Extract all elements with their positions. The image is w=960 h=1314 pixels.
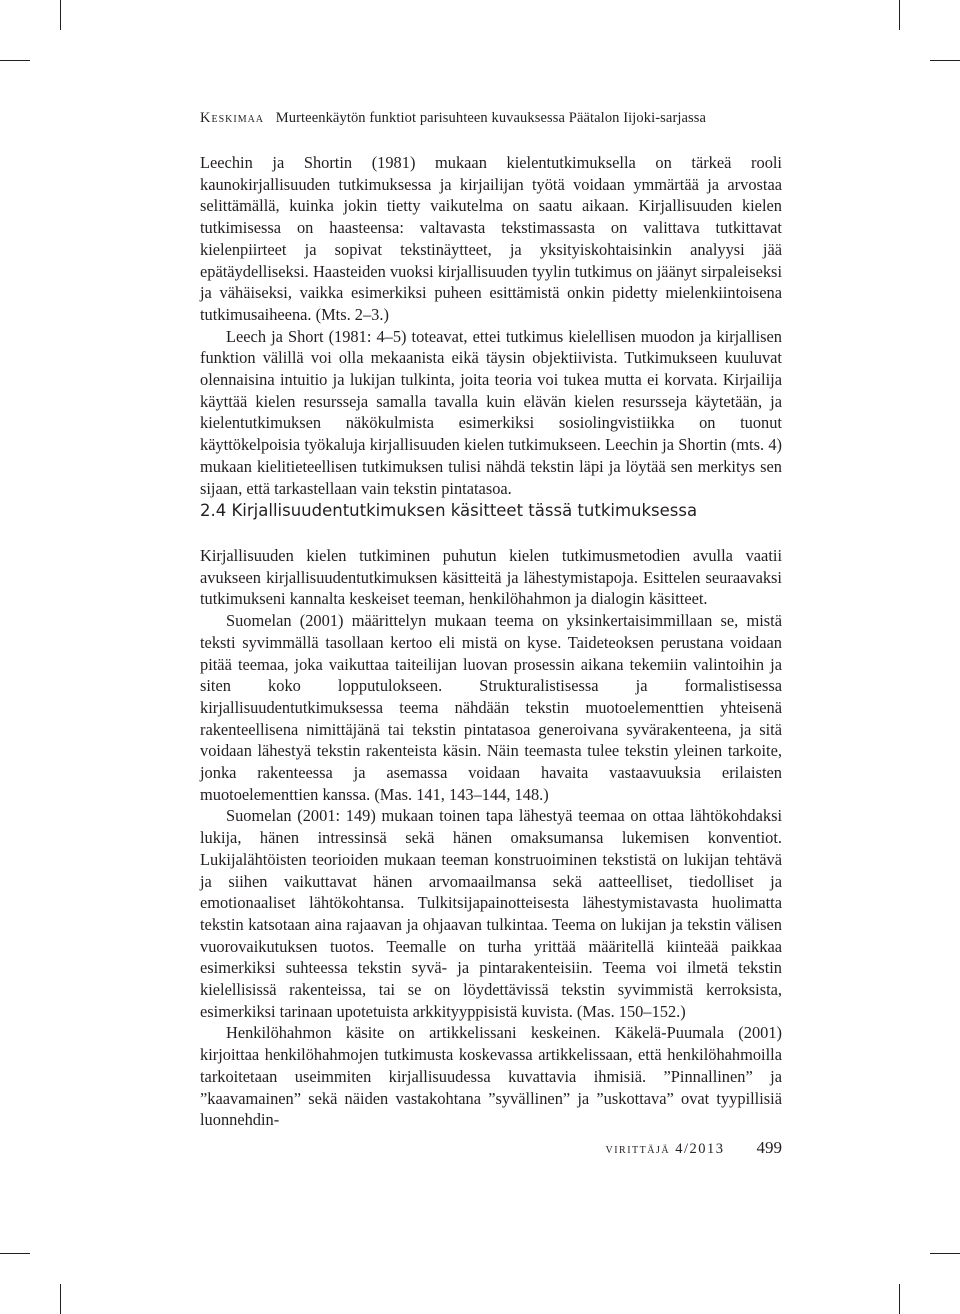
crop-mark xyxy=(0,1253,30,1254)
crop-mark xyxy=(60,0,61,30)
running-head-author: Keskimaa xyxy=(200,110,265,126)
body-text-section-2 xyxy=(200,545,782,1131)
running-head-title: Murteenkäytön funktiot parisuhteen kuvauksessa Päätalon Iijoki-sarjassa xyxy=(275,110,707,126)
paragraph: Leech ja Short (1981: 4–5) toteavat, ettei tutkimus kielellisen muodon ja kirjallisen funktion välillä voi olla mekaanista eikä täysin objektiivista. Tutkimukseen kuuluvat olennaisina intuitio ja lukijan tulkinta, joita teoria voi tukea mutta ei korvata. Kirjailija käyttää kielen resursseja samalla tavalla kuin elävän kielen resursseja käytetään, ja kielentutkimuksen näkökulmista esimerkiksi sosiolingvistiikka on tuonut käyttökelpoisia työkaluja kirjallisuuden kielen tutkimukseen. Leechin ja Shortin (mts. 4) mukaan kielitieteellisen tutkimuksen tulisi nähdä tekstin läpi ja löytää sen merkitys sen sijaan, että tarkastellaan vain tekstin pintatasoa. xyxy=(200,326,782,498)
journal-name: virittäjä 4/2013 xyxy=(605,1141,725,1157)
crop-mark xyxy=(899,0,900,30)
crop-mark xyxy=(930,1253,960,1254)
paragraph: Henkilöhahmon käsite on artikkelissani keskeinen. Käkelä-Puumala (2001) kirjoittaa henkilöhahmojen tutkimusta koskevassa artikkelissaan, että henkilöhahmoilla tarkoitetaan useimmiten kirjallisuudessa kuvattavia ihmisiä. ”Pinnallinen” ja ”kaavamainen” sekä näiden vastakohtana ”syvällinen” ja ”uskottava” ovat tyypillisiä luonnehdin- xyxy=(200,1023,782,1130)
paragraph: Suomelan (2001: 149) mukaan toinen tapa lähestyä teemaa on ottaa lähtökohdaksi lukija, hänen intressinsä sekä hänen omaksumansa lukemisen konventiot. Lukijalähtöisten teorioiden mukaan teeman konstruoiminen tekstistä on lukijan tehtävä ja siihen vaikuttavat hänen arvomaailmansa sekä aatteelliset, tiedolliset ja emotionaaliset lähtökohtansa. Tulkitsijapainotteisesta lähestymistavasta huolimatta tekstin katsotaan aina rajaavan ja ohjaavan tulkintaa. Teema on lukijan ja tekstin välisen vuorovaikutuksen tuotos. Teemalle on turha yrittää määritellä kiinteää paikkaa esimerkiksi suhteessa tekstin syvä- ja pintarakenteisiin. Teema voi ilmetä tekstin kielellisissä rakenteissa, tai se on löydettävissä tekstin syvimmistä kerroksista, esimerkiksi tarinaan upotetuista arkkityyppisistä kuvista. (Mas. 150–152.) xyxy=(200,806,782,1021)
crop-mark xyxy=(899,1284,900,1314)
paragraph: Suomelan (2001) määrittelyn mukaan teema on yksinkertaisimmillaan se, mistä teksti syvimmällä tasollaan kertoo eli mistä on kyse. Taideteoksen perustana voidaan pitää teemaa, joka vaikuttaa taiteilijan luovan prosessin aikana tekemiin valintoihin ja siten koko lopputulokseen. Strukturalistisessa ja formalistisessa kirjallisuudentutkimuksessa teema nähdään tekstin muotoelementtien yhteisenä rakenteellisena nimittäjänä tai tekstin pintatasoa generoivana syvärakenteena, ja sitä voidaan lähestyä tekstin rakenteista käsin. Näin teemasta tulee tekstin yleinen tarkoite, jonka rakenteessa ja asemassa voidaan havaita vastaavuuksia erilaisten muotoelementtien kanssa. (Mas. 141, 143–144, 148.) xyxy=(200,611,782,804)
paragraph: Leechin ja Shortin (1981) mukaan kielentutkimuksella on tärkeä rooli kaunokirjallisuuden tutkimuksessa ja kirjailijan työtä voidaan ymmärtää ja arvostaa selittämällä, kuinka jokin tietty vaikutelma on saatu aikaan. Kirjallisuuden kielen tutkimisessa on haasteensa: valtavasta tekstimassasta on valittava tutkittavat kielenpiirteet ja sopivat tekstinäytteet, ja yksityiskohtaisinkin analyysi jää epätäydelliseksi. Haasteiden vuoksi kirjallisuuden tyylin tutkimus on jäänyt sirpaleiseksi ja vähäiseksi, vaikka esimerkiksi puheen esittämistä onkin pidetty mielenkiintoisena tutkimusaiheena. (Mts. 2–3.) xyxy=(200,153,782,324)
crop-mark xyxy=(60,1284,61,1314)
crop-mark xyxy=(930,60,960,61)
paragraph: Kirjallisuuden kielen tutkiminen puhutun kielen tutkimusmetodien avulla vaatii avukseen kirjallisuudentutkimuksen käsitteitä ja lähestymistapoja. Esittelen seuraavaksi tutkimukseni kannalta keskeiset teeman, henkilöhahmon ja dialogin käsitteet. xyxy=(200,546,782,609)
running-head xyxy=(200,110,782,127)
page-footer xyxy=(560,1138,782,1158)
page-number: 499 xyxy=(756,1138,782,1157)
body-text-section-1 xyxy=(200,152,782,499)
section-heading: 2.4 Kirjallisuudentutkimuksen käsitteet tässä tutkimuksessa xyxy=(200,501,698,520)
crop-mark xyxy=(0,60,30,61)
